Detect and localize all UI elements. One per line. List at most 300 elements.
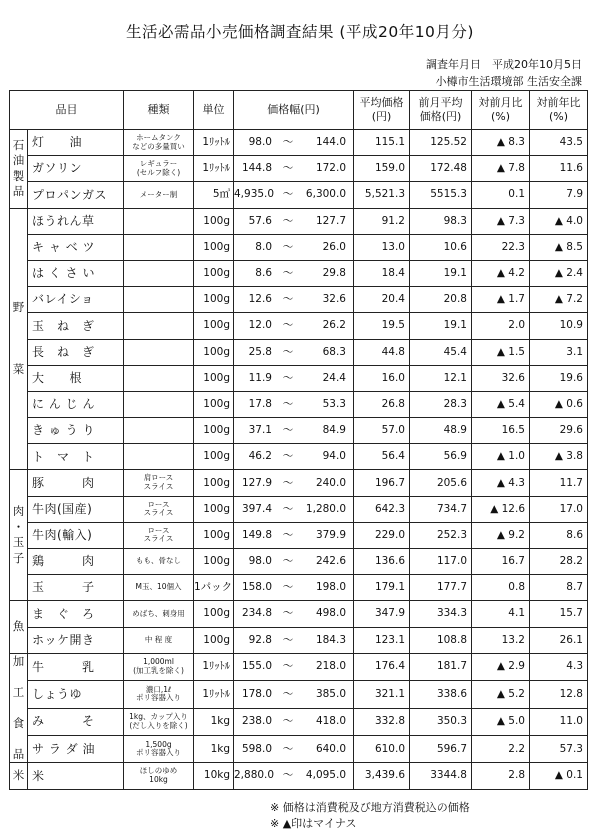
price-high: 94.0 — [322, 450, 346, 463]
item-name: 米 — [28, 763, 124, 789]
table-row — [10, 208, 588, 234]
range-tilde: ～ — [282, 162, 294, 175]
price-high: 4,095.0 — [305, 769, 346, 782]
price-low: 238.0 — [241, 715, 272, 728]
price-range — [234, 575, 354, 601]
table-row — [10, 575, 588, 601]
yoy-ratio: 43.5 — [530, 130, 588, 156]
price-range — [234, 444, 354, 470]
table-row — [10, 287, 588, 313]
prev-avg-price: 19.1 — [410, 260, 472, 286]
price-low: 12.0 — [248, 319, 272, 332]
prev-avg-price: 45.4 — [410, 339, 472, 365]
price-range — [234, 130, 354, 156]
prev-avg-price: 98.3 — [410, 208, 472, 234]
header-prev-avg: 前月平均 価格(円) — [410, 91, 472, 130]
yoy-ratio: ▲ 0.1 — [530, 763, 588, 789]
mom-ratio: ▲ 7.8 — [472, 156, 530, 182]
item-name: キ ャ ベ ツ — [28, 234, 124, 260]
prev-avg-price: 596.7 — [410, 735, 472, 762]
mom-ratio: ▲ 4.3 — [472, 470, 530, 496]
mom-ratio: ▲ 5.0 — [472, 708, 530, 735]
item-unit: 100g — [194, 627, 234, 653]
item-unit: 100g — [194, 601, 234, 627]
yoy-ratio: 26.1 — [530, 627, 588, 653]
item-kind — [124, 365, 194, 391]
note-tax: ※ 価格は消費税及び地方消費税込の価格 — [270, 801, 470, 814]
yoy-ratio: ▲ 0.6 — [530, 391, 588, 417]
prev-avg-price: 334.3 — [410, 601, 472, 627]
mom-ratio: ▲ 9.2 — [472, 522, 530, 548]
avg-price: 179.1 — [354, 575, 410, 601]
avg-price: 610.0 — [354, 735, 410, 762]
avg-price: 5,521.3 — [354, 182, 410, 208]
item-unit: 100g — [194, 418, 234, 444]
item-unit: 100g — [194, 365, 234, 391]
range-tilde: ～ — [282, 319, 294, 332]
table-row — [10, 339, 588, 365]
range-tilde: ～ — [282, 715, 294, 728]
yoy-ratio: 11.7 — [530, 470, 588, 496]
yoy-ratio: ▲ 2.4 — [530, 260, 588, 286]
range-tilde: ～ — [282, 607, 294, 620]
table-row — [10, 601, 588, 627]
price-high: 379.9 — [315, 528, 346, 541]
category-meat: 肉 ・ 玉 子 — [10, 470, 28, 601]
item-unit: 1kg — [194, 708, 234, 735]
item-name: ま ぐ ろ — [28, 601, 124, 627]
price-range — [234, 234, 354, 260]
category-fish: 魚 — [10, 601, 28, 653]
mom-ratio: 0.8 — [472, 575, 530, 601]
yoy-ratio: 11.0 — [530, 708, 588, 735]
mom-ratio: 13.2 — [472, 627, 530, 653]
price-low: 155.0 — [241, 660, 272, 673]
avg-price: 642.3 — [354, 496, 410, 522]
prev-avg-price: 108.8 — [410, 627, 472, 653]
price-low: 46.2 — [248, 450, 272, 463]
price-high: 26.0 — [322, 240, 346, 253]
item-unit: 100g — [194, 444, 234, 470]
price-range — [234, 470, 354, 496]
yoy-ratio: 12.8 — [530, 681, 588, 708]
price-range — [234, 418, 354, 444]
item-kind: ロース スライス — [124, 496, 194, 522]
item-kind — [124, 287, 194, 313]
item-kind — [124, 313, 194, 339]
price-range — [234, 681, 354, 708]
item-kind: 中 程 度 — [124, 627, 194, 653]
header-mom: 対前月比 (%) — [472, 91, 530, 130]
yoy-ratio: 8.6 — [530, 522, 588, 548]
price-high: 218.0 — [315, 660, 346, 673]
item-kind: もも、骨なし — [124, 549, 194, 575]
avg-price: 16.0 — [354, 365, 410, 391]
price-low: 234.8 — [241, 607, 272, 620]
item-name: サ ラ ダ 油 — [28, 735, 124, 762]
prev-avg-price: 252.3 — [410, 522, 472, 548]
item-name: しょうゆ — [28, 681, 124, 708]
range-tilde: ～ — [282, 424, 294, 437]
price-high: 32.6 — [322, 293, 346, 306]
item-kind: 1,000ml (加工乳を除く) — [124, 653, 194, 680]
table-row — [10, 365, 588, 391]
price-range — [234, 496, 354, 522]
header-range: 価格幅(円) — [234, 91, 354, 130]
avg-price: 159.0 — [354, 156, 410, 182]
avg-price: 13.0 — [354, 234, 410, 260]
price-range — [234, 601, 354, 627]
mom-ratio: 2.2 — [472, 735, 530, 762]
mom-ratio: ▲ 2.9 — [472, 653, 530, 680]
yoy-ratio: 8.7 — [530, 575, 588, 601]
yoy-ratio: 19.6 — [530, 365, 588, 391]
item-name: ホッケ開き — [28, 627, 124, 653]
table-row — [10, 260, 588, 286]
range-tilde: ～ — [282, 555, 294, 568]
item-unit: 100g — [194, 234, 234, 260]
yoy-ratio: ▲ 3.8 — [530, 444, 588, 470]
table-row — [10, 418, 588, 444]
item-kind: レギュラー (セルフ除く) — [124, 156, 194, 182]
item-unit: 1ﾘｯﾄﾙ — [194, 156, 234, 182]
header-row — [10, 91, 588, 130]
table-row — [10, 708, 588, 735]
yoy-ratio: 15.7 — [530, 601, 588, 627]
mom-ratio: ▲ 1.7 — [472, 287, 530, 313]
header-yoy: 対前年比 (%) — [530, 91, 588, 130]
prev-avg-price: 125.52 — [410, 130, 472, 156]
prev-avg-price: 10.6 — [410, 234, 472, 260]
item-kind — [124, 208, 194, 234]
item-kind: ロース スライス — [124, 522, 194, 548]
table-row — [10, 156, 588, 182]
category-rice: 米 — [10, 763, 28, 789]
avg-price: 115.1 — [354, 130, 410, 156]
avg-price: 44.8 — [354, 339, 410, 365]
item-kind: 肩ロース スライス — [124, 470, 194, 496]
price-high: 24.4 — [322, 371, 346, 384]
yoy-ratio: 11.6 — [530, 156, 588, 182]
yoy-ratio: 29.6 — [530, 418, 588, 444]
avg-price: 136.6 — [354, 549, 410, 575]
mom-ratio: ▲ 7.3 — [472, 208, 530, 234]
prev-avg-price: 172.48 — [410, 156, 472, 182]
item-kind — [124, 260, 194, 286]
item-kind: めばち、刺身用 — [124, 601, 194, 627]
avg-price: 229.0 — [354, 522, 410, 548]
price-low: 4,935.0 — [234, 188, 275, 201]
range-tilde: ～ — [282, 581, 294, 594]
price-low: 8.0 — [255, 240, 272, 253]
avg-price: 196.7 — [354, 470, 410, 496]
item-kind: ホームタンク などの多量買い — [124, 130, 194, 156]
price-high: 172.0 — [315, 162, 346, 175]
price-range — [234, 549, 354, 575]
price-range — [234, 522, 354, 548]
item-name: き ゅ う り — [28, 418, 124, 444]
mom-ratio: 4.1 — [472, 601, 530, 627]
price-low: 25.8 — [248, 345, 272, 358]
table-row — [10, 444, 588, 470]
table-row — [10, 653, 588, 680]
range-tilde: ～ — [282, 267, 294, 280]
item-unit: 100g — [194, 208, 234, 234]
category-proc: 加 工 食 品 — [10, 653, 28, 763]
mom-ratio: ▲ 12.6 — [472, 496, 530, 522]
prev-avg-price: 181.7 — [410, 653, 472, 680]
table-row — [10, 391, 588, 417]
table-row — [10, 763, 588, 789]
item-kind — [124, 418, 194, 444]
avg-price: 91.2 — [354, 208, 410, 234]
price-range — [234, 287, 354, 313]
note-minus: ※ ▲印はマイナス — [270, 817, 357, 830]
price-high: 53.3 — [322, 397, 346, 410]
yoy-ratio: ▲ 7.2 — [530, 287, 588, 313]
price-low: 158.0 — [241, 581, 272, 594]
table-row — [10, 496, 588, 522]
price-range — [234, 260, 354, 286]
table-row — [10, 549, 588, 575]
avg-price: 19.5 — [354, 313, 410, 339]
price-high: 498.0 — [315, 607, 346, 620]
item-name: は く さ い — [28, 260, 124, 286]
item-kind: 1kg、カップ入り (だし入りを除く) — [124, 708, 194, 735]
price-high: 26.2 — [322, 319, 346, 332]
yoy-ratio: ▲ 4.0 — [530, 208, 588, 234]
price-low: 598.0 — [241, 742, 272, 755]
item-unit: 100g — [194, 470, 234, 496]
mom-ratio: 16.7 — [472, 549, 530, 575]
category-oil: 石 油 製 品 — [10, 130, 28, 209]
item-name: ほうれん草 — [28, 208, 124, 234]
avg-price: 57.0 — [354, 418, 410, 444]
mom-ratio: 2.0 — [472, 313, 530, 339]
item-kind — [124, 339, 194, 365]
item-unit: 1ﾘｯﾄﾙ — [194, 653, 234, 680]
table-row — [10, 522, 588, 548]
item-kind: 濃口,1ℓ ポリ容器入り — [124, 681, 194, 708]
price-low: 397.4 — [241, 502, 272, 515]
prev-avg-price: 12.1 — [410, 365, 472, 391]
item-name: 玉 子 — [28, 575, 124, 601]
price-range — [234, 391, 354, 417]
table-row — [10, 470, 588, 496]
price-high: 144.0 — [315, 136, 346, 149]
avg-price: 123.1 — [354, 627, 410, 653]
prev-avg-price: 48.9 — [410, 418, 472, 444]
item-unit: 100g — [194, 522, 234, 548]
price-range — [234, 156, 354, 182]
price-high: 29.8 — [322, 267, 346, 280]
range-tilde: ～ — [282, 293, 294, 306]
price-high: 240.0 — [315, 476, 346, 489]
price-range — [234, 182, 354, 208]
range-tilde: ～ — [282, 450, 294, 463]
category-veg: 野 菜 — [10, 208, 28, 470]
item-kind — [124, 444, 194, 470]
item-unit: 10kg — [194, 763, 234, 789]
prev-avg-price: 56.9 — [410, 444, 472, 470]
item-unit: 100g — [194, 549, 234, 575]
prev-avg-price: 117.0 — [410, 549, 472, 575]
avg-price: 56.4 — [354, 444, 410, 470]
table-row — [10, 735, 588, 762]
price-range — [234, 763, 354, 789]
mom-ratio: ▲ 8.3 — [472, 130, 530, 156]
price-range — [234, 339, 354, 365]
range-tilde: ～ — [282, 345, 294, 358]
price-low: 2,880.0 — [234, 769, 275, 782]
avg-price: 176.4 — [354, 653, 410, 680]
prev-avg-price: 177.7 — [410, 575, 472, 601]
mom-ratio: ▲ 5.4 — [472, 391, 530, 417]
prev-avg-price: 3344.8 — [410, 763, 472, 789]
item-name: み そ — [28, 708, 124, 735]
mom-ratio: 22.3 — [472, 234, 530, 260]
item-kind: ほしのゆめ 10kg — [124, 763, 194, 789]
prev-avg-price: 734.7 — [410, 496, 472, 522]
price-low: 92.8 — [248, 633, 272, 646]
header-item: 品目 — [10, 91, 124, 130]
item-name: に ん じ ん — [28, 391, 124, 417]
price-low: 57.6 — [248, 214, 272, 227]
price-table — [9, 90, 588, 790]
range-tilde: ～ — [282, 742, 294, 755]
range-tilde: ～ — [282, 476, 294, 489]
mom-ratio: 16.5 — [472, 418, 530, 444]
prev-avg-price: 5515.3 — [410, 182, 472, 208]
prev-avg-price: 28.3 — [410, 391, 472, 417]
item-name: 牛 乳 — [28, 653, 124, 680]
item-unit: 100g — [194, 391, 234, 417]
yoy-ratio: 4.3 — [530, 653, 588, 680]
yoy-ratio: 17.0 — [530, 496, 588, 522]
price-high: 385.0 — [315, 687, 346, 700]
item-unit: 100g — [194, 313, 234, 339]
price-range — [234, 653, 354, 680]
mom-ratio: ▲ 5.2 — [472, 681, 530, 708]
item-unit: 100g — [194, 287, 234, 313]
range-tilde: ～ — [282, 687, 294, 700]
price-low: 178.0 — [241, 687, 272, 700]
avg-price: 347.9 — [354, 601, 410, 627]
price-high: 84.9 — [322, 424, 346, 437]
department: 小樽市生活環境部 生活安全課 — [435, 75, 582, 88]
prev-avg-price: 20.8 — [410, 287, 472, 313]
price-low: 17.8 — [248, 397, 272, 410]
price-high: 68.3 — [322, 345, 346, 358]
prev-avg-price: 19.1 — [410, 313, 472, 339]
page-title: 生活必需品小売価格調査結果 (平成20年10月分) — [126, 23, 474, 41]
price-low: 127.9 — [241, 476, 272, 489]
mom-ratio: 2.8 — [472, 763, 530, 789]
price-high: 1,280.0 — [305, 502, 346, 515]
yoy-ratio: 57.3 — [530, 735, 588, 762]
price-range — [234, 708, 354, 735]
price-low: 98.0 — [248, 136, 272, 149]
item-name: 牛肉(輸入) — [28, 522, 124, 548]
range-tilde: ～ — [282, 660, 294, 673]
item-name: 長 ね ぎ — [28, 339, 124, 365]
avg-price: 3,439.6 — [354, 763, 410, 789]
avg-price: 332.8 — [354, 708, 410, 735]
price-high: 184.3 — [315, 633, 346, 646]
item-name: ト マ ト — [28, 444, 124, 470]
price-range — [234, 365, 354, 391]
yoy-ratio: 3.1 — [530, 339, 588, 365]
prev-avg-price: 338.6 — [410, 681, 472, 708]
avg-price: 18.4 — [354, 260, 410, 286]
price-high: 640.0 — [315, 742, 346, 755]
item-name: 大 根 — [28, 365, 124, 391]
price-low: 11.9 — [248, 371, 272, 384]
price-range — [234, 313, 354, 339]
item-name: 牛肉(国産) — [28, 496, 124, 522]
yoy-ratio: 10.9 — [530, 313, 588, 339]
item-kind — [124, 234, 194, 260]
mom-ratio: ▲ 4.2 — [472, 260, 530, 286]
item-unit: 1ﾘｯﾄﾙ — [194, 681, 234, 708]
price-low: 98.0 — [248, 555, 272, 568]
header-unit: 単位 — [194, 91, 234, 130]
item-name: 鶏 肉 — [28, 549, 124, 575]
yoy-ratio: ▲ 8.5 — [530, 234, 588, 260]
avg-price: 321.1 — [354, 681, 410, 708]
table-row — [10, 313, 588, 339]
yoy-ratio: 7.9 — [530, 182, 588, 208]
prev-avg-price: 350.3 — [410, 708, 472, 735]
table-row — [10, 234, 588, 260]
item-name: バレイショ — [28, 287, 124, 313]
range-tilde: ～ — [282, 528, 294, 541]
mom-ratio: 32.6 — [472, 365, 530, 391]
table-row — [10, 627, 588, 653]
price-low: 12.6 — [248, 293, 272, 306]
range-tilde: ～ — [282, 136, 294, 149]
price-low: 8.6 — [255, 267, 272, 280]
avg-price: 26.8 — [354, 391, 410, 417]
item-kind: 1,500g ポリ容器入り — [124, 735, 194, 762]
mom-ratio: ▲ 1.5 — [472, 339, 530, 365]
item-name: 灯 油 — [28, 130, 124, 156]
table-row — [10, 681, 588, 708]
price-high: 127.7 — [315, 214, 346, 227]
item-unit: 5㎥ — [194, 182, 234, 208]
item-unit: 100g — [194, 260, 234, 286]
range-tilde: ～ — [282, 633, 294, 646]
header-kind: 種類 — [124, 91, 194, 130]
price-range — [234, 735, 354, 762]
item-name: 豚 肉 — [28, 470, 124, 496]
table-row — [10, 182, 588, 208]
item-kind: メーター制 — [124, 182, 194, 208]
item-kind: M玉、10個入 — [124, 575, 194, 601]
mom-ratio: 0.1 — [472, 182, 530, 208]
range-tilde: ～ — [282, 240, 294, 253]
price-high: 242.6 — [315, 555, 346, 568]
price-high: 198.0 — [315, 581, 346, 594]
item-kind — [124, 391, 194, 417]
yoy-ratio: 28.2 — [530, 549, 588, 575]
item-unit: 100g — [194, 339, 234, 365]
range-tilde: ～ — [282, 769, 294, 782]
table-body — [10, 130, 588, 790]
range-tilde: ～ — [282, 214, 294, 227]
price-range — [234, 208, 354, 234]
item-name: 玉 ね ぎ — [28, 313, 124, 339]
